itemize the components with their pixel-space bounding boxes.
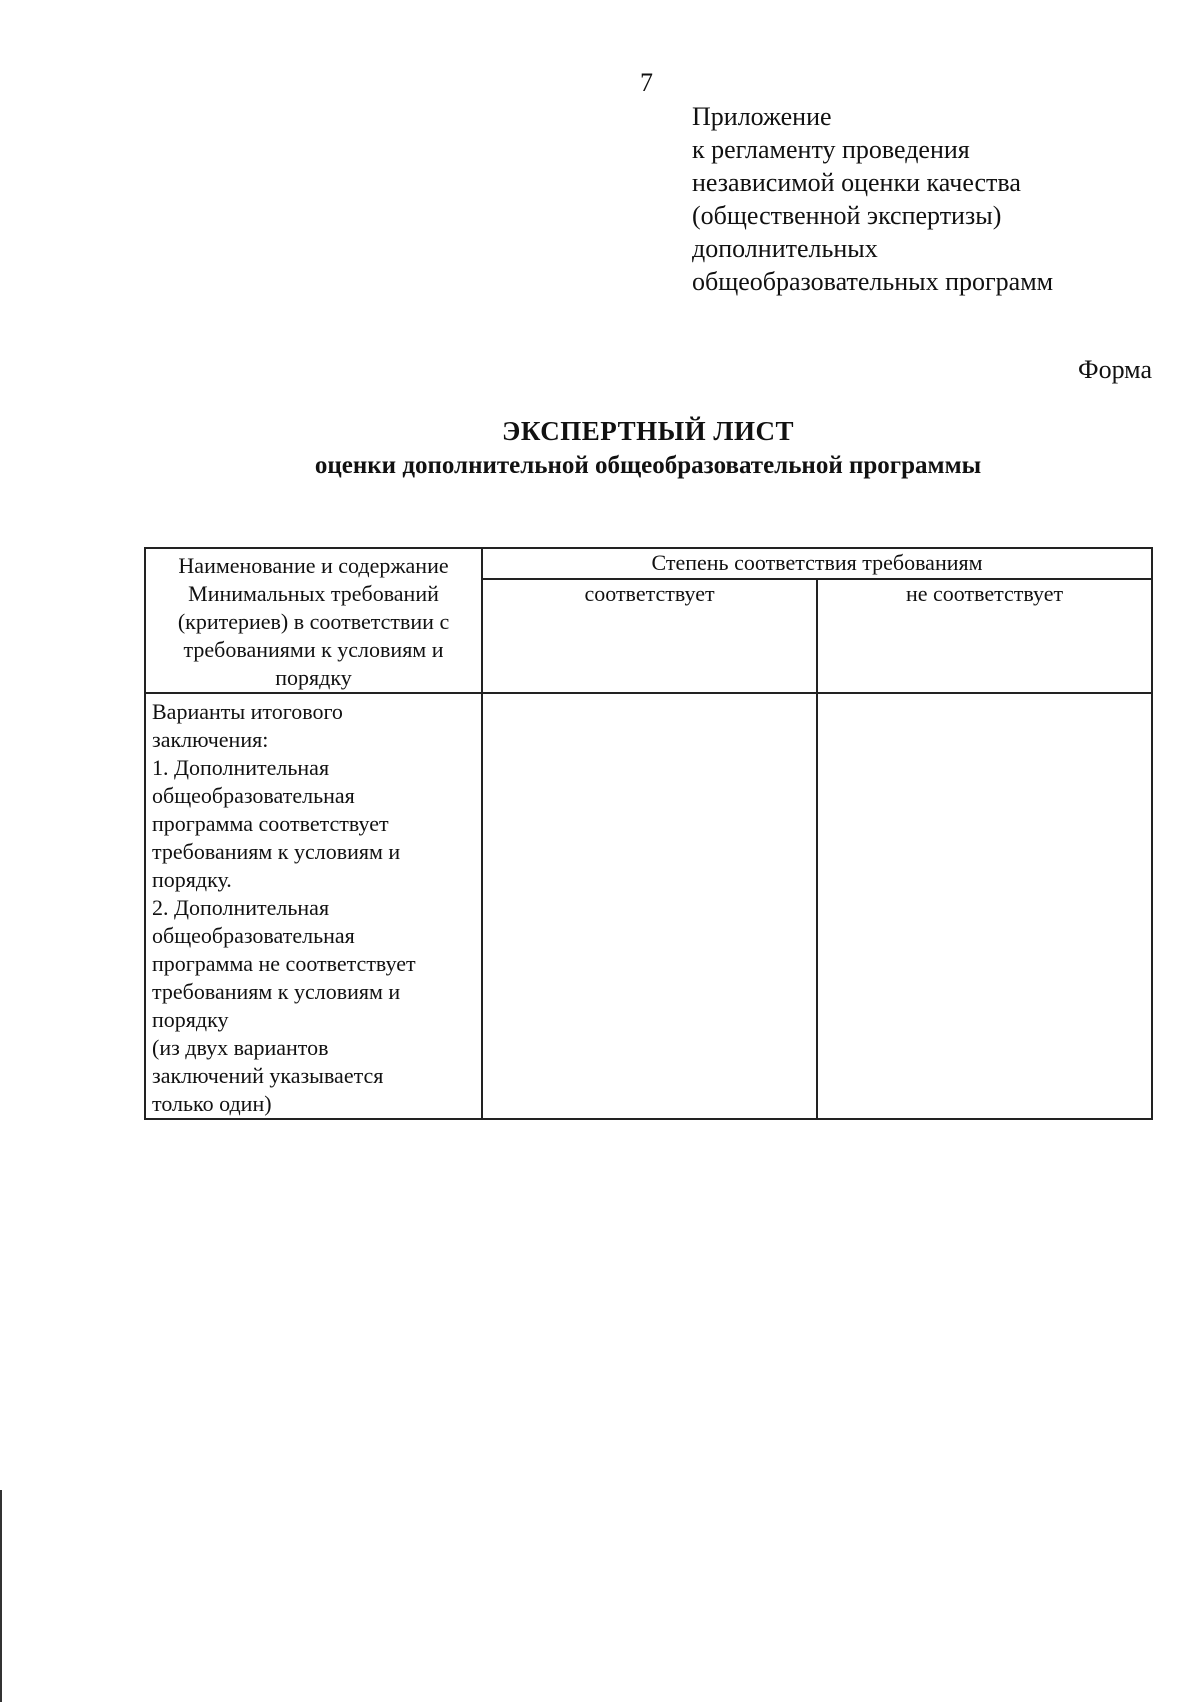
criteria-header-line: требованиями к условиям и [183, 637, 444, 662]
appendix-line: независимой оценки качества [692, 168, 1021, 197]
appendix-line: общеобразовательных программ [692, 267, 1054, 296]
appendix-line: Приложение [692, 102, 832, 131]
page-number: 7 [640, 68, 653, 97]
complies-cell[interactable] [482, 693, 817, 1119]
conclusion-line: общеобразовательная [152, 783, 355, 808]
conclusion-line: требованиям к условиям и [152, 979, 401, 1004]
appendix-note [692, 100, 1053, 298]
table-header-row [145, 548, 1152, 579]
scan-edge-line [0, 1490, 2, 1702]
criteria-header-line: Наименование и содержание [178, 553, 449, 578]
conclusion-line: заключений указывается [152, 1063, 384, 1088]
form-label: Форма [1078, 355, 1152, 384]
conclusion-line: 1. Дополнительная [152, 755, 330, 780]
conclusion-line: заключения: [152, 727, 269, 752]
not-complies-header: не соответствует [817, 579, 1152, 693]
conclusion-line: порядку. [152, 867, 232, 892]
conclusion-line: программа не соответствует [152, 951, 416, 976]
appendix-line: дополнительных [692, 234, 878, 263]
conclusion-line: только один) [152, 1091, 272, 1116]
criteria-header-line: порядку [275, 665, 352, 690]
criteria-header-cell [145, 548, 482, 693]
complies-header: соответствует [482, 579, 817, 693]
table-row [145, 693, 1152, 1119]
appendix-line: к регламенту проведения [692, 135, 970, 164]
criteria-header-line: (критериев) в соответствии с [177, 609, 450, 634]
conclusion-line: 2. Дополнительная [152, 895, 330, 920]
conclusion-line: требованиям к условиям и [152, 839, 401, 864]
conclusion-line: (из двух вариантов [152, 1035, 329, 1060]
conclusion-line: программа соответствует [152, 811, 389, 836]
criteria-header-line: Минимальных требований [188, 581, 439, 606]
document-subtitle: оценки дополнительной общеобразовательной программы [314, 452, 982, 479]
conclusion-line: общеобразовательная [152, 923, 355, 948]
conclusion-options-cell [145, 693, 482, 1119]
document-title: ЭКСПЕРТНЫЙ ЛИСТ [502, 416, 794, 446]
not-complies-cell[interactable] [817, 693, 1152, 1119]
appendix-line: (общественной экспертизы) [692, 201, 1002, 230]
conclusion-line: порядку [152, 1007, 229, 1032]
conclusion-line: Варианты итогового [152, 699, 343, 724]
expert-sheet-table [144, 547, 1153, 1120]
compliance-degree-header: Степень соответствия требованиям [482, 548, 1152, 579]
